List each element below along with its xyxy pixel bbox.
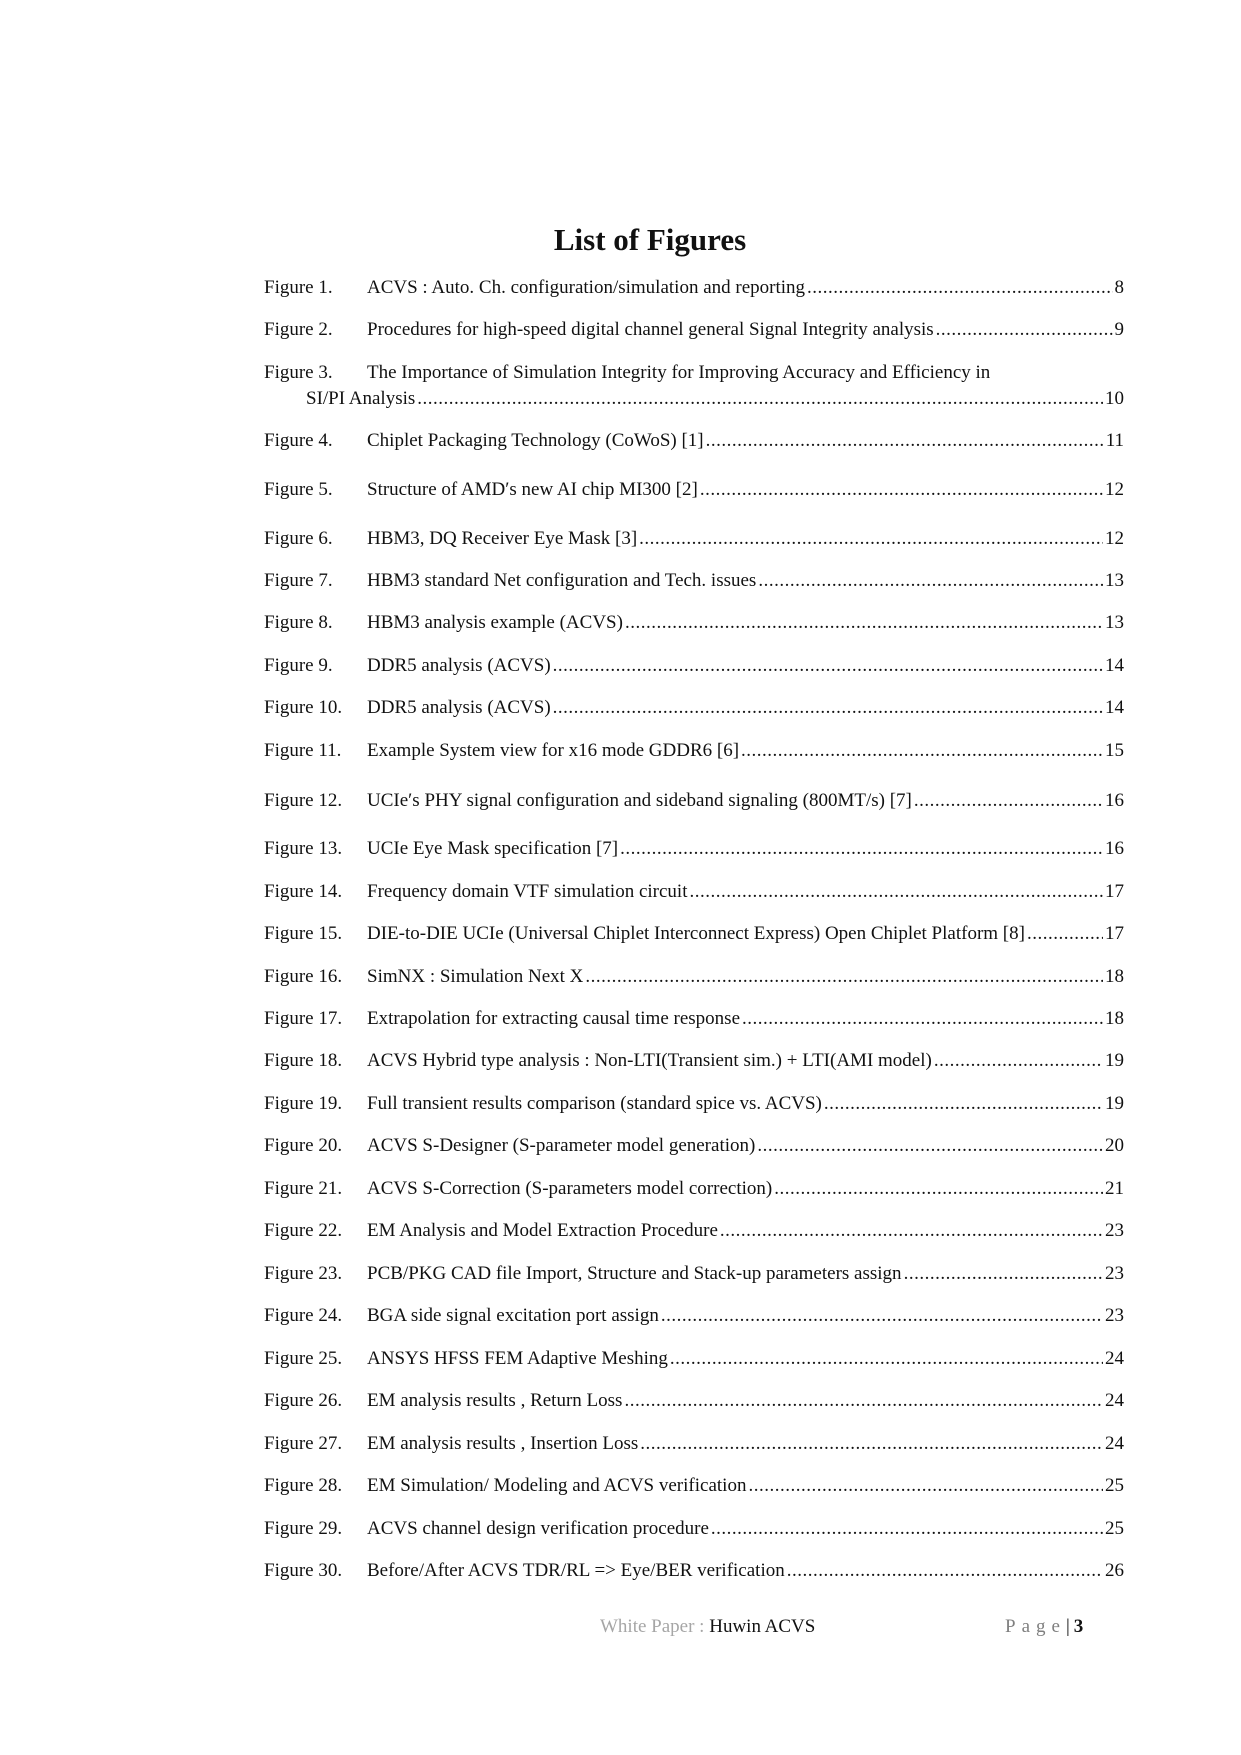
page-number: 10 bbox=[1105, 388, 1124, 409]
dot-leader bbox=[774, 1176, 1103, 1202]
dot-leader bbox=[824, 1091, 1103, 1117]
dot-leader bbox=[553, 695, 1103, 721]
dot-leader bbox=[807, 275, 1112, 301]
toc-entry[interactable] bbox=[264, 1218, 1124, 1244]
figure-title: Before/After ACVS TDR/RL => Eye/BER verification bbox=[367, 1560, 785, 1581]
dot-leader bbox=[661, 1303, 1103, 1329]
dot-leader bbox=[585, 964, 1103, 990]
toc-entry[interactable] bbox=[264, 360, 1124, 412]
page-number: 8 bbox=[1114, 277, 1124, 298]
figure-label: Figure 5. bbox=[264, 479, 333, 500]
dot-leader bbox=[914, 788, 1103, 814]
footer-page-number: 3 bbox=[1073, 1616, 1084, 1637]
toc-entry[interactable] bbox=[264, 568, 1124, 594]
figure-title: Frequency domain VTF simulation circuit bbox=[367, 881, 688, 902]
page-number: 23 bbox=[1105, 1263, 1124, 1284]
toc-entry[interactable] bbox=[264, 1516, 1124, 1542]
footer-document-name bbox=[600, 1614, 815, 1640]
dot-leader bbox=[620, 836, 1103, 862]
figure-label: Figure 15. bbox=[264, 923, 343, 944]
figure-title: HBM3 standard Net configuration and Tech. issues bbox=[367, 570, 757, 591]
page-number: 18 bbox=[1105, 1008, 1124, 1029]
figure-label: Figure 6. bbox=[264, 528, 333, 549]
figure-title: DIE-to-DIE UCIe (Universal Chiplet Interconnect Express) Open Chiplet Platform [8] bbox=[367, 923, 1025, 944]
toc-entry[interactable] bbox=[264, 695, 1124, 721]
figure-label: Figure 13. bbox=[264, 838, 343, 859]
figure-label: Figure 17. bbox=[264, 1008, 343, 1029]
dot-leader bbox=[553, 653, 1103, 679]
page-number: 14 bbox=[1105, 655, 1124, 676]
page-number: 23 bbox=[1105, 1220, 1124, 1241]
page-number: 21 bbox=[1105, 1178, 1124, 1199]
toc-entry[interactable] bbox=[264, 526, 1124, 552]
page-number: 18 bbox=[1105, 966, 1124, 987]
figure-label: Figure 21. bbox=[264, 1178, 343, 1199]
dot-leader bbox=[1027, 921, 1103, 947]
dot-leader bbox=[625, 610, 1103, 636]
toc-entry[interactable] bbox=[264, 317, 1124, 343]
page-number: 24 bbox=[1105, 1433, 1124, 1454]
figure-label: Figure 16. bbox=[264, 966, 343, 987]
figure-title: EM Analysis and Model Extraction Procedure bbox=[367, 1220, 718, 1241]
figure-title: ACVS channel design verification procedure bbox=[367, 1518, 709, 1539]
toc-entry[interactable] bbox=[264, 477, 1124, 503]
figure-label: Figure 10. bbox=[264, 697, 343, 718]
dot-leader bbox=[417, 386, 1103, 412]
page-title: List of Figures bbox=[553, 222, 747, 257]
page-number: 16 bbox=[1105, 790, 1124, 811]
page-number: 25 bbox=[1105, 1475, 1124, 1496]
page-number: 15 bbox=[1105, 740, 1124, 761]
figure-label: Figure 9. bbox=[264, 655, 333, 676]
page-number: 24 bbox=[1105, 1390, 1124, 1411]
dot-leader bbox=[624, 1388, 1103, 1414]
figure-label: Figure 27. bbox=[264, 1433, 343, 1454]
footer-name: Huwin ACVS bbox=[709, 1616, 816, 1637]
page-number: 14 bbox=[1105, 697, 1124, 718]
figure-title: ACVS Hybrid type analysis : Non-LTI(Transient sim.) + LTI(AMI model) bbox=[367, 1050, 932, 1071]
dot-leader bbox=[757, 1133, 1103, 1159]
figure-label: Figure 1. bbox=[264, 277, 333, 298]
toc-entry[interactable] bbox=[264, 1176, 1124, 1202]
figure-title: HBM3 analysis example (ACVS) bbox=[367, 612, 623, 633]
page-number: 12 bbox=[1105, 528, 1124, 549]
figure-title: Full transient results comparison (standard spice vs. ACVS) bbox=[367, 1093, 822, 1114]
figure-title: ACVS : Auto. Ch. configuration/simulation and reporting bbox=[367, 277, 806, 298]
toc-entry[interactable] bbox=[264, 1346, 1124, 1372]
figure-title: UCIe′s PHY signal configuration and sideband signaling (800MT/s) [7] bbox=[367, 790, 912, 811]
dot-leader bbox=[639, 526, 1103, 552]
figure-title: ACVS S-Designer (S-parameter model generation) bbox=[367, 1135, 756, 1156]
page-number: 17 bbox=[1105, 923, 1124, 944]
page-number: 25 bbox=[1105, 1518, 1124, 1539]
dot-leader bbox=[904, 1261, 1103, 1287]
figure-title: ANSYS HFSS FEM Adaptive Meshing bbox=[367, 1348, 668, 1369]
footer-prefix: White Paper : bbox=[600, 1616, 710, 1637]
toc-entry[interactable] bbox=[264, 1558, 1124, 1584]
figure-label: Figure 18. bbox=[264, 1050, 343, 1071]
figure-label: Figure 28. bbox=[264, 1475, 343, 1496]
toc-entry[interactable] bbox=[264, 275, 1124, 301]
footer-page-indicator bbox=[1005, 1614, 1083, 1640]
page-number: 13 bbox=[1105, 612, 1124, 633]
toc-entry[interactable] bbox=[264, 1006, 1124, 1032]
toc-entry[interactable] bbox=[264, 1303, 1124, 1329]
toc-entry[interactable] bbox=[264, 1431, 1124, 1457]
page-number: 11 bbox=[1105, 430, 1124, 451]
figure-title: Example System view for x16 mode GDDR6 [6] bbox=[367, 740, 740, 761]
figure-label: Figure 20. bbox=[264, 1135, 343, 1156]
figure-title: UCIe Eye Mask specification [7] bbox=[367, 838, 619, 859]
figure-label: Figure 23. bbox=[264, 1263, 343, 1284]
figure-title: ACVS S-Correction (S-parameters model correction) bbox=[367, 1178, 773, 1199]
figure-title: SimNX : Simulation Next X bbox=[367, 966, 584, 987]
toc-entry[interactable] bbox=[264, 1133, 1124, 1159]
figure-title: EM analysis results , Insertion Loss bbox=[367, 1433, 639, 1454]
figure-title: Structure of AMD′s new AI chip MI300 [2] bbox=[367, 479, 698, 500]
toc-entry[interactable] bbox=[264, 879, 1124, 905]
dot-leader bbox=[670, 1346, 1103, 1372]
dot-leader bbox=[711, 1516, 1103, 1542]
figure-label: Figure 19. bbox=[264, 1093, 343, 1114]
toc-entry[interactable] bbox=[264, 836, 1124, 862]
dot-leader bbox=[640, 1431, 1103, 1457]
figure-label: Figure 8. bbox=[264, 612, 333, 633]
figure-label: Figure 11. bbox=[264, 740, 342, 761]
figure-title: BGA side signal excitation port assign bbox=[367, 1305, 659, 1326]
dot-leader bbox=[700, 477, 1103, 503]
figure-label: Figure 2. bbox=[264, 319, 333, 340]
page-number: 26 bbox=[1105, 1560, 1124, 1581]
page-number: 20 bbox=[1105, 1135, 1124, 1156]
page-number: 24 bbox=[1105, 1348, 1124, 1369]
toc-entry[interactable] bbox=[264, 964, 1124, 990]
dot-leader bbox=[690, 879, 1104, 905]
dot-leader bbox=[742, 1006, 1103, 1032]
dot-leader bbox=[934, 1048, 1103, 1074]
page-number: 23 bbox=[1105, 1305, 1124, 1326]
figure-title: Extrapolation for extracting causal time response bbox=[367, 1008, 741, 1029]
page-word: Page bbox=[1005, 1616, 1066, 1637]
page-number: 12 bbox=[1105, 479, 1124, 500]
figure-title-continued: SI/PI Analysis bbox=[306, 388, 416, 409]
figure-label: Figure 7. bbox=[264, 570, 333, 591]
figure-title: HBM3, DQ Receiver Eye Mask [3] bbox=[367, 528, 638, 549]
dot-leader bbox=[720, 1218, 1103, 1244]
toc-entry[interactable] bbox=[264, 1048, 1124, 1074]
figure-label: Figure 3. bbox=[264, 362, 333, 383]
figure-title: DDR5 analysis (ACVS) bbox=[367, 655, 551, 676]
dot-leader bbox=[706, 428, 1104, 454]
figure-label: Figure 22. bbox=[264, 1220, 343, 1241]
figure-title: Chiplet Packaging Technology (CoWoS) [1] bbox=[367, 430, 704, 451]
figure-label: Figure 24. bbox=[264, 1305, 343, 1326]
toc-entry[interactable] bbox=[264, 653, 1124, 679]
figure-label: Figure 4. bbox=[264, 430, 333, 451]
dot-leader bbox=[787, 1558, 1103, 1584]
figure-label: Figure 26. bbox=[264, 1390, 343, 1411]
page-number: 9 bbox=[1114, 319, 1124, 340]
toc-entry[interactable] bbox=[264, 428, 1124, 454]
page-separator: | bbox=[1065, 1616, 1070, 1637]
toc-entry[interactable] bbox=[264, 1261, 1124, 1287]
figure-title: PCB/PKG CAD file Import, Structure and Stack-up parameters assign bbox=[367, 1263, 902, 1284]
page-number: 13 bbox=[1105, 570, 1124, 591]
toc-entry[interactable] bbox=[264, 1388, 1124, 1414]
page-number: 19 bbox=[1105, 1093, 1124, 1114]
figure-label: Figure 29. bbox=[264, 1518, 343, 1539]
figure-title: EM Simulation/ Modeling and ACVS verification bbox=[367, 1475, 747, 1496]
toc-entry[interactable] bbox=[264, 921, 1124, 947]
dot-leader bbox=[758, 568, 1103, 594]
figure-label: Figure 30. bbox=[264, 1560, 343, 1581]
figure-label: Figure 14. bbox=[264, 881, 343, 902]
dot-leader bbox=[741, 738, 1103, 764]
figure-label: Figure 25. bbox=[264, 1348, 343, 1369]
figure-label: Figure 12. bbox=[264, 790, 343, 811]
page-number: 17 bbox=[1105, 881, 1124, 902]
toc-entry[interactable] bbox=[264, 1091, 1124, 1117]
page-number: 19 bbox=[1105, 1050, 1124, 1071]
toc-entry[interactable] bbox=[264, 610, 1124, 636]
dot-leader bbox=[936, 317, 1113, 343]
toc-entry[interactable] bbox=[264, 1473, 1124, 1499]
figure-title: EM analysis results , Return Loss bbox=[367, 1390, 623, 1411]
figure-title: DDR5 analysis (ACVS) bbox=[367, 697, 551, 718]
page-number: 16 bbox=[1105, 838, 1124, 859]
toc-entry[interactable] bbox=[264, 788, 1124, 814]
dot-leader bbox=[748, 1473, 1103, 1499]
figure-title: Procedures for high-speed digital channel general Signal Integrity analysis bbox=[367, 319, 934, 340]
figure-title: The Importance of Simulation Integrity for Improving Accuracy and Efficiency in bbox=[367, 362, 991, 383]
toc-entry[interactable] bbox=[264, 738, 1124, 764]
